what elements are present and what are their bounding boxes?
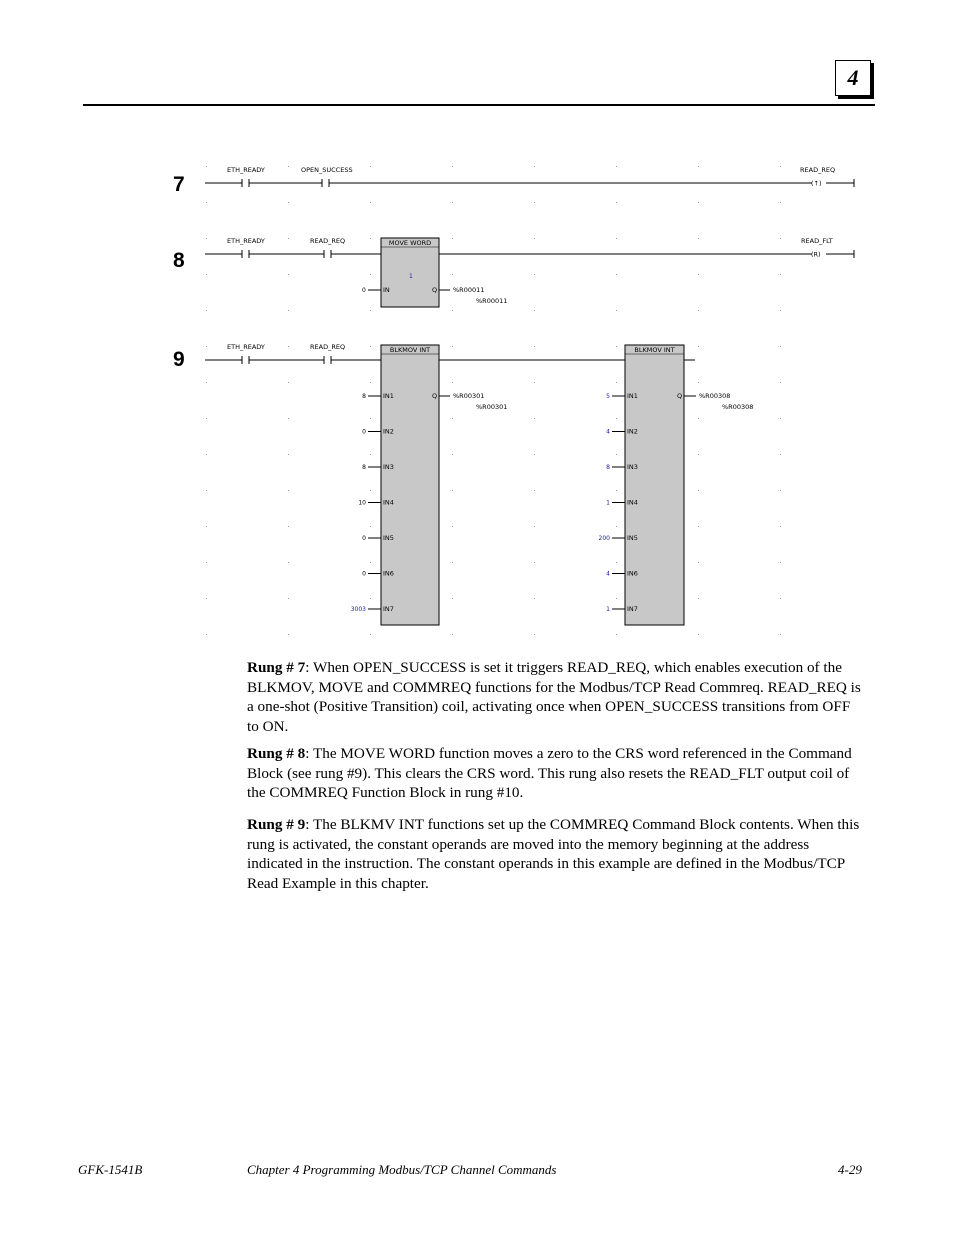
description-text: : The BLKMV INT functions set up the COMMREQ Command Block contents. When this rung is activated, the constant operands are moved into the memory beginning at the address indicated in the instruction. The constant operands in this example are defined in the Modbus/TCP Read Example in this chapter. [247, 816, 860, 892]
pin-label: IN4 [383, 498, 394, 507]
pin-in: IN [383, 286, 390, 294]
grid-dots [200, 150, 860, 640]
move-word-block[interactable] [381, 238, 439, 307]
input-constant: 8 [606, 464, 610, 471]
pin-label: IN6 [383, 569, 394, 578]
description-rung-8 [247, 744, 862, 803]
pin-label: IN5 [627, 534, 638, 542]
pin-label: IN2 [383, 427, 394, 436]
description-label: Rung # 9 [247, 816, 306, 833]
rung-number: 9 [173, 348, 185, 371]
contact-label: OPEN_SUCCESS [301, 166, 353, 174]
input-constant: 5 [606, 393, 610, 400]
rung-number: 7 [173, 173, 185, 196]
description-rung-9 [247, 815, 862, 893]
pin-q: Q [677, 392, 683, 400]
input-constant: 200 [598, 535, 610, 542]
pin-label: IN7 [383, 605, 394, 613]
footer-chapter-title: Chapter 4 Programming Modbus/TCP Channel Commands [247, 1162, 557, 1177]
coil-label: READ_REQ [800, 166, 836, 174]
input-constant: 0 [362, 570, 366, 578]
output-ref-2: %R00011 [476, 297, 508, 305]
footer-doc-id: GFK-1541B [78, 1162, 143, 1177]
input-constant: 0 [362, 428, 366, 436]
input-constant: 0 [362, 287, 366, 294]
input-constant: 0 [362, 535, 366, 542]
output-ref-2: %R00301 [476, 403, 508, 411]
input-constant: 8 [362, 464, 366, 471]
input-constant: 10 [358, 499, 366, 507]
description-label: Rung # 7 [247, 659, 306, 676]
ladder-diagram [160, 150, 880, 640]
output-ref: %R00308 [699, 392, 731, 400]
pin-label: IN3 [627, 463, 638, 471]
block-count: 1 [409, 273, 413, 280]
contact-label: READ_REQ [310, 237, 346, 245]
contact-label: READ_REQ [310, 343, 346, 351]
pin-label: IN7 [627, 605, 638, 613]
input-constant: 1 [606, 606, 610, 613]
input-constant: 4 [606, 570, 610, 578]
footer-page-number: 4-29 [838, 1162, 862, 1177]
coil-symbol: (R) [811, 250, 821, 259]
block-title: BLKMOV INT [389, 346, 431, 354]
pin-label: IN6 [627, 569, 638, 578]
block-title: BLKMOV INT [634, 346, 675, 354]
description-text: : When OPEN_SUCCESS is set it triggers READ_REQ, which enables execution of the BLKMOV, MOVE and COMMREQ functions for the Modbus/TCP Read Commreq. READ_REQ is a one-shot (Positive Transition) coil, activating once when OPEN_SUCCESS transitions from OFF to ON. [247, 659, 861, 735]
description-label: Rung # 8 [247, 745, 306, 762]
coil-label: READ_FLT [801, 237, 833, 245]
description-rung-7 [247, 658, 862, 736]
blkmov-int-block-2[interactable] [625, 345, 684, 625]
rung-number: 8 [173, 249, 185, 272]
pin-label: IN5 [383, 534, 394, 542]
input-constant: 4 [606, 428, 610, 436]
blkmov-int-block-1[interactable] [381, 345, 439, 625]
pin-label: IN3 [383, 463, 394, 471]
block-title: MOVE WORD [388, 239, 432, 247]
pin-q: Q [432, 392, 438, 400]
input-constant: 8 [362, 393, 366, 400]
contact-label: ETH_READY [227, 237, 265, 245]
pin-label: IN1 [627, 392, 638, 400]
contact-label: ETH_READY [227, 166, 265, 174]
coil-symbol: (↑) [811, 179, 822, 188]
output-ref-2: %R00308 [722, 403, 754, 411]
input-constant: 1 [606, 499, 610, 507]
description-text: : The MOVE WORD function moves a zero to the CRS word referenced in the Command Block (see rung #9). This clears the CRS word. This rung also resets the READ_FLT output coil of the COMMREQ Function Block in rung #10. [247, 745, 852, 802]
chapter-tab: 4 [835, 60, 871, 96]
pin-q: Q [432, 286, 438, 294]
output-ref: %R00301 [453, 392, 485, 400]
input-constant: 3003 [350, 606, 366, 613]
output-ref: %R00011 [453, 286, 485, 294]
pin-label: IN1 [383, 392, 394, 400]
contact-label: ETH_READY [227, 343, 265, 351]
header-rule [83, 104, 875, 106]
pin-label: IN2 [627, 427, 638, 436]
pin-label: IN4 [627, 498, 638, 507]
